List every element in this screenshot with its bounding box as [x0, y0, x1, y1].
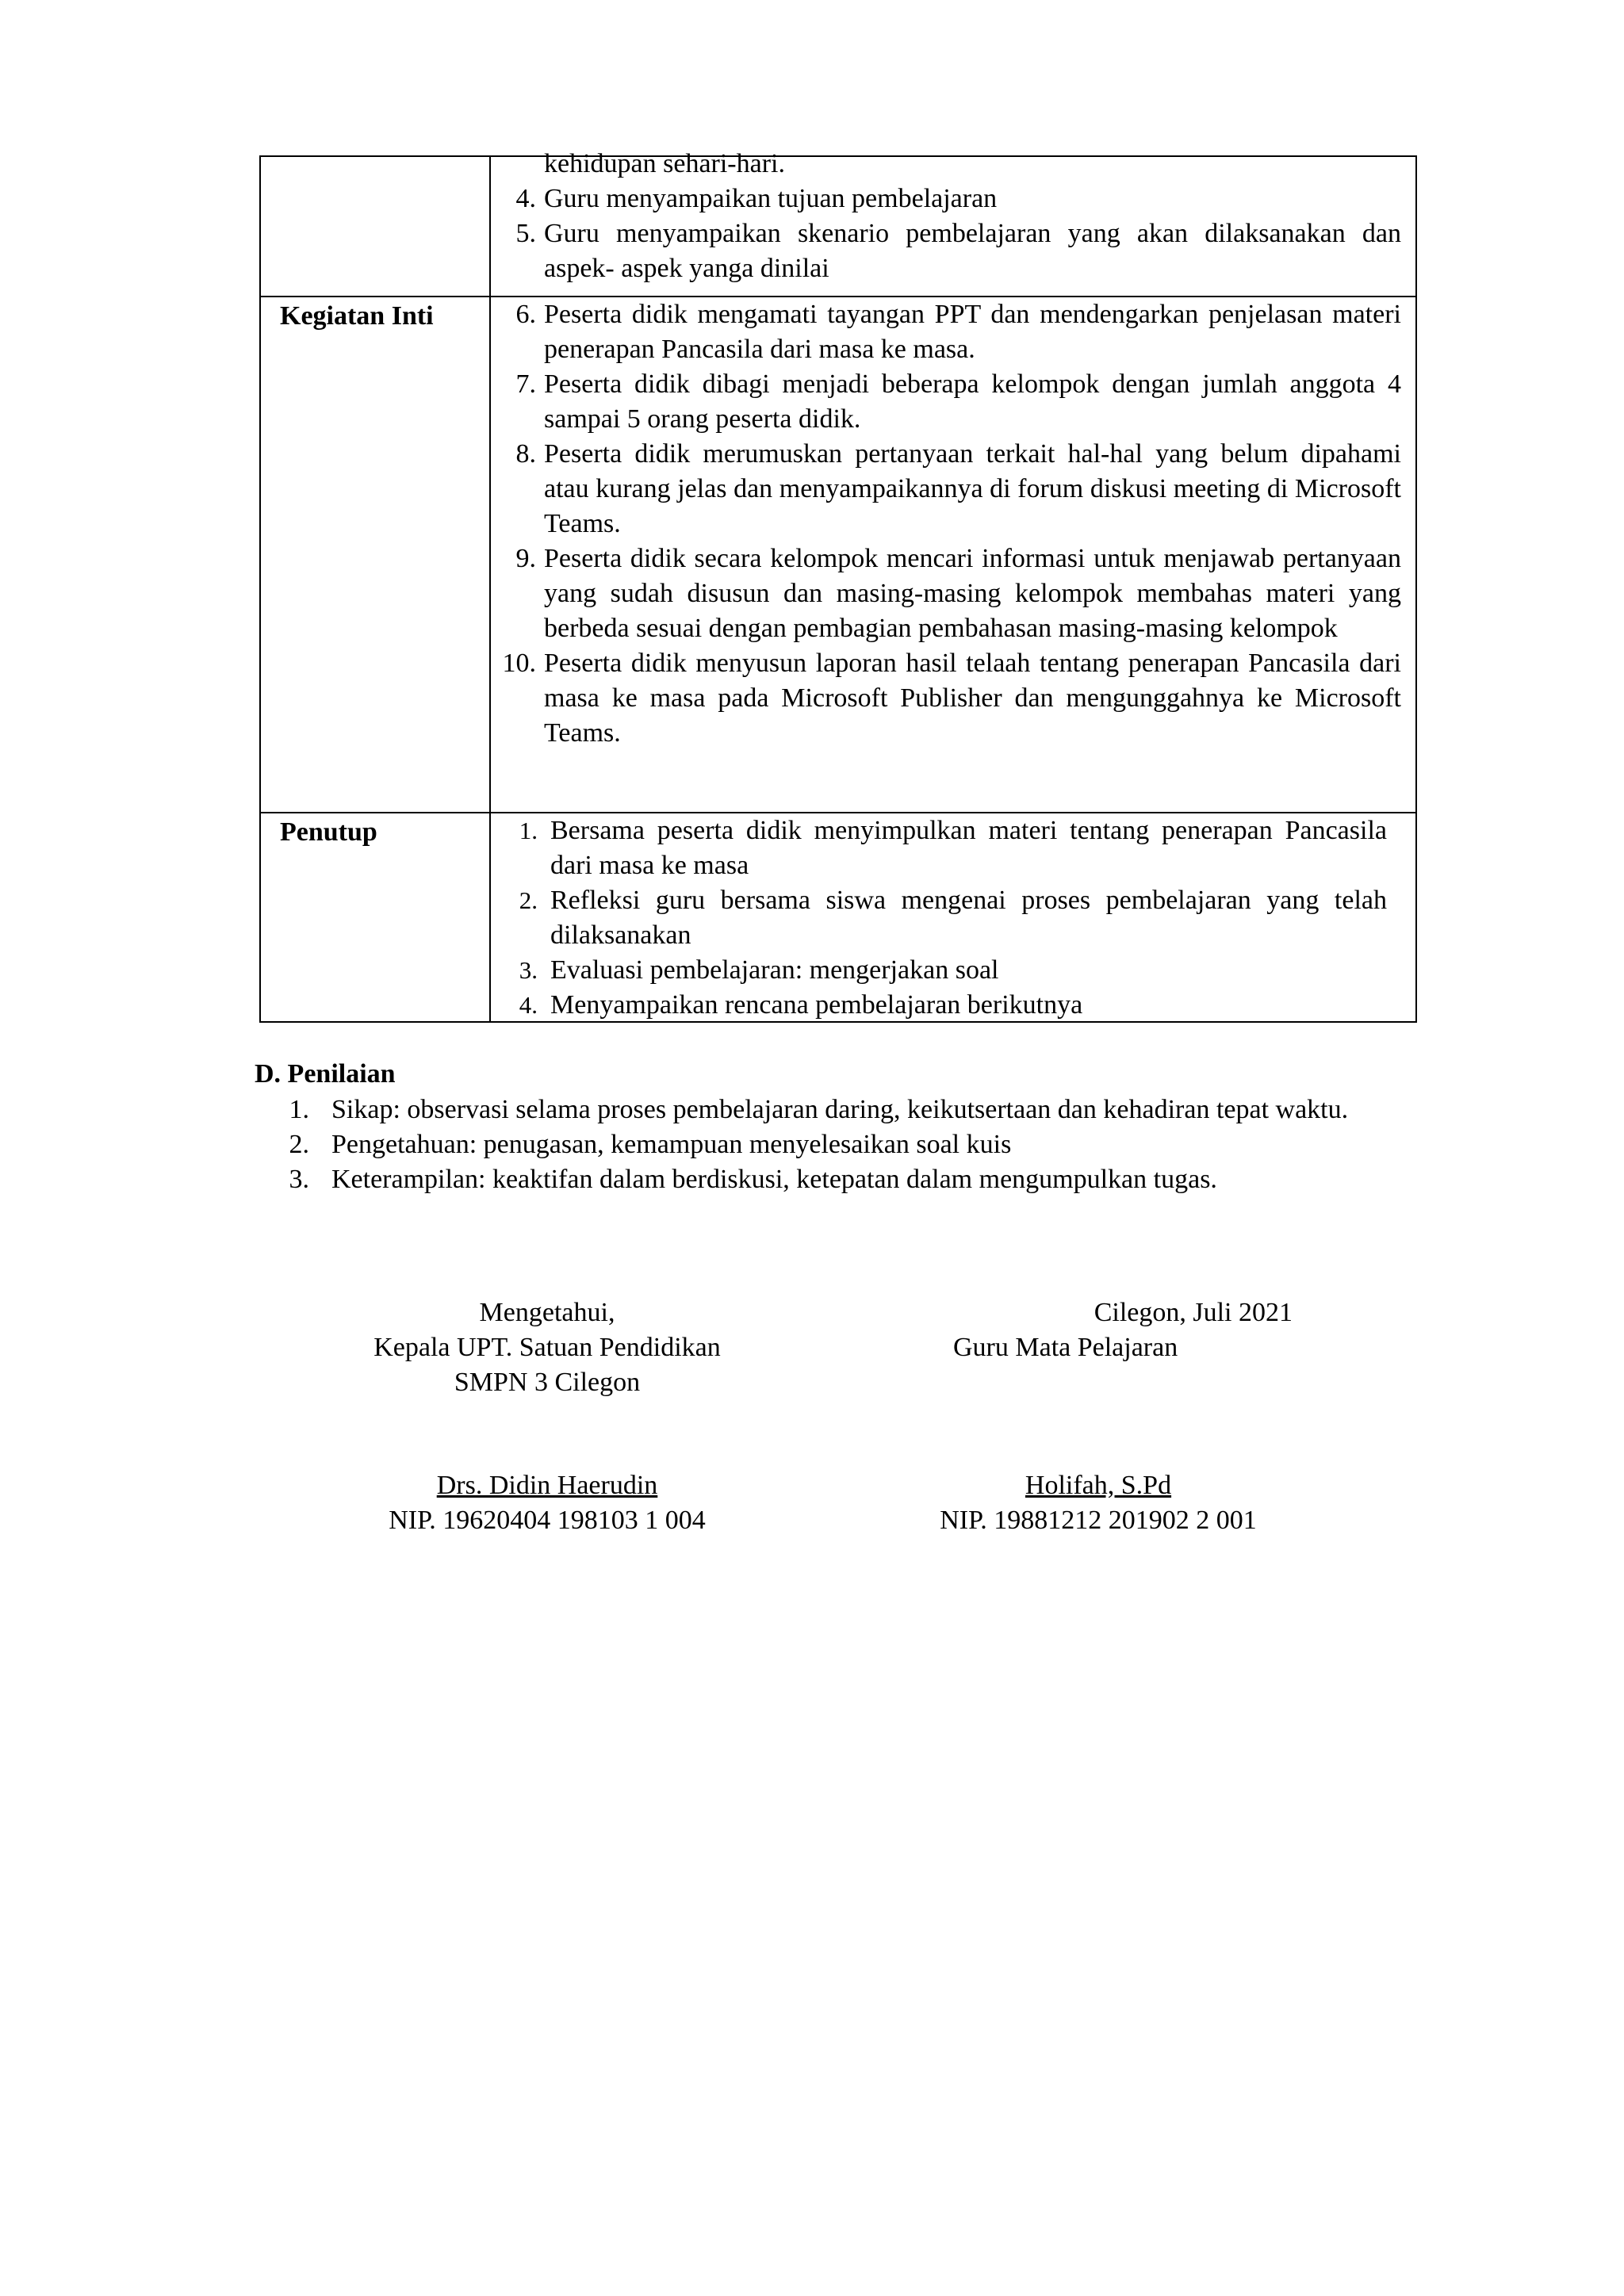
list-item-number: 1.: [519, 817, 538, 844]
list-item-text: Peserta didik merumuskan pertanyaan terkait hal-hal yang belum dipahami atau kurang jelas dan menyampaikannya di forum diskusi meeting di Microsoft Teams.: [544, 439, 1401, 538]
list-item: [491, 367, 1401, 437]
list-item: [491, 883, 1387, 953]
list-item: [491, 297, 1401, 367]
list-item-text: Guru menyampaikan skenario pembelajaran yang akan dilaksanakan dan aspek- aspek yanga dinilai: [544, 219, 1401, 283]
signature-position: Guru Mata Pelajaran: [953, 1333, 1178, 1362]
list-item-text: Pengetahuan: penugasan, kemampuan menyelesaikan soal kuis: [331, 1130, 1012, 1159]
list-item-text: Refleksi guru bersama siswa mengenai proses pembelajaran yang telah dilaksanakan: [550, 886, 1387, 950]
signature-place-date: Cilegon, Juli 2021: [1094, 1298, 1293, 1327]
list-item-text: Peserta didik mengamati tayangan PPT dan mendengarkan penjelasan materi penerapan Pancasila dari masa ke masa.: [544, 300, 1401, 364]
list-item-number: 2.: [519, 886, 538, 914]
signatory-name: Drs. Didin Haerudin: [436, 1471, 658, 1500]
table-row-penutup: [261, 812, 1415, 1021]
table-row-kegiatan-inti: [261, 296, 1415, 812]
row-content-penutup: [491, 813, 1415, 1021]
list-item-text: Bersama peserta didik menyimpulkan materi tentang penerapan Pancasila dari masa ke masa: [550, 816, 1387, 880]
signature-position: Kepala UPT. Satuan Pendidikan: [373, 1333, 721, 1362]
signatory-name: Holifah, S.Pd: [1025, 1471, 1172, 1500]
table-row-pendahuluan: [261, 149, 1415, 296]
signatory-nip: NIP. 19881212 201902 2 001: [940, 1506, 1257, 1535]
list-item: [491, 437, 1401, 541]
assessment-list: [270, 1093, 1431, 1197]
signatory-headmaster: [313, 1468, 781, 1538]
list-item-number: 7.: [515, 369, 536, 399]
list-item-number: 4.: [519, 991, 538, 1019]
list-item: [491, 541, 1401, 646]
row-content-kegiatan-inti: [491, 297, 1415, 812]
signature-block-teacher: [912, 1295, 1293, 1365]
list-item-number: 4.: [515, 184, 536, 213]
row-content-pendahuluan: [491, 147, 1415, 285]
list-item-text: Peserta didik menyusun laporan hasil telaah tentang penerapan Pancasila dari masa ke masa pada Microsoft Publisher dan mengunggahnya ke Microsoft Teams.: [544, 649, 1401, 748]
list-item-text: kehidupan sehari-hari.: [544, 149, 785, 178]
list-item: [491, 147, 1401, 182]
list-item-text: Guru menyampaikan tujuan pembelajaran: [544, 184, 998, 213]
list-item-number: 1.: [289, 1095, 309, 1124]
list-item-number: 10.: [502, 649, 536, 678]
list-item: [491, 646, 1401, 751]
section-title-penilaian: D. Penilaian: [255, 1059, 396, 1089]
list-item: [270, 1127, 1431, 1162]
list-item-text: Evaluasi pembelajaran: mengerjakan soal: [550, 955, 999, 985]
signature-block-headmaster: [313, 1295, 781, 1400]
list-item-text: Sikap: observasi selama proses pembelajaran daring, keikutsertaan dan kehadiran tepat waktu.: [331, 1095, 1349, 1124]
list-item-text: Menyampaikan rencana pembelajaran berikutnya: [550, 990, 1083, 1020]
list-item-number: 3.: [519, 956, 538, 984]
list-item-number: 2.: [289, 1130, 309, 1159]
list-item: [491, 813, 1387, 883]
signature-institution: SMPN 3 Cilegon: [454, 1368, 641, 1397]
row-label-penutup: Penutup: [261, 813, 491, 1021]
signatory-nip: NIP. 19620404 198103 1 004: [389, 1506, 706, 1535]
row-label-empty: [261, 157, 491, 296]
signature-intro: Mengetahui,: [479, 1298, 615, 1327]
list-item-text: Keterampilan: keaktifan dalam berdiskusi, ketepatan dalam mengumpulkan tugas.: [331, 1165, 1217, 1194]
row-label-kegiatan-inti: Kegiatan Inti: [261, 297, 491, 812]
list-item: [270, 1162, 1431, 1197]
list-item-number: 6.: [515, 300, 536, 329]
list-item: [491, 182, 1401, 216]
list-item-number: 3.: [289, 1165, 309, 1194]
list-item: [491, 953, 1387, 988]
list-item-text: Peserta didik dibagi menjadi beberapa kelompok dengan jumlah anggota 4 sampai 5 orang peserta didik.: [544, 369, 1401, 434]
signatory-teacher: [888, 1468, 1308, 1538]
list-item-number: 9.: [515, 544, 536, 573]
activity-table: [259, 149, 1417, 1023]
list-item-text: Peserta didik secara kelompok mencari informasi untuk menjawab pertanyaan yang sudah disusun dan masing-masing kelompok membahas materi yang berbeda sesuai dengan pembagian pembahasan masing-masing kelompok: [544, 544, 1401, 643]
list-item-number: 8.: [515, 439, 536, 469]
list-item: [491, 988, 1387, 1023]
list-item: [270, 1093, 1431, 1127]
list-item-number: 5.: [515, 219, 536, 248]
list-item: [491, 216, 1401, 286]
